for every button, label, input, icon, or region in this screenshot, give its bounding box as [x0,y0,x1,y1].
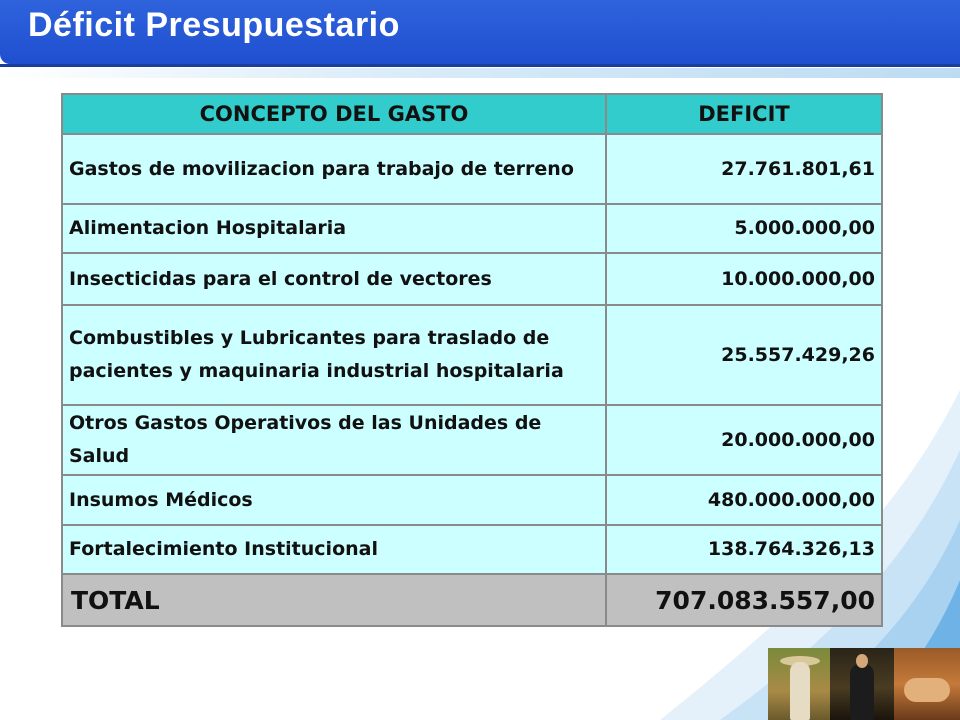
header-stripe [0,68,960,78]
amount-cell: 20.000.000,00 [606,405,882,475]
table-row [62,405,882,475]
table-row [62,253,882,305]
concept-cell: Gastos de movilizacion para trabajo de terreno [62,134,606,204]
portrait-strip [768,648,960,720]
concept-cell: Fortalecimiento Institucional [62,525,606,574]
total-amount: 707.083.557,00 [606,574,882,626]
slide-title: Déficit Presupuestario [28,6,400,44]
concept-cell: Insecticidas para el control de vectores [62,253,606,305]
amount-cell: 138.764.326,13 [606,525,882,574]
table-row [62,475,882,525]
portrait-farmer-image [768,648,830,720]
amount-cell: 25.557.429,26 [606,305,882,405]
concept-cell: Alimentacion Hospitalaria [62,204,606,253]
table-row [62,204,882,253]
concept-cell: Combustibles y Lubricantes para traslado de pacientes y maquinaria industrial hospitalaria [62,305,606,405]
total-label: TOTAL [62,574,606,626]
concept-cell: Otros Gastos Operativos de las Unidades de Salud [62,405,606,475]
title-bar [0,0,960,64]
deficit-table [61,93,883,627]
column-header-concept: CONCEPTO DEL GASTO [62,94,606,134]
amount-cell: 480.000.000,00 [606,475,882,525]
portrait-general-image [830,648,894,720]
concept-cell: Insumos Médicos [62,475,606,525]
portrait-painting-image [894,648,960,720]
table-row [62,525,882,574]
table-header-row [62,94,882,134]
table-row [62,134,882,204]
table-row [62,305,882,405]
column-header-deficit: DEFICIT [606,94,882,134]
amount-cell: 10.000.000,00 [606,253,882,305]
total-row [62,574,882,626]
amount-cell: 27.761.801,61 [606,134,882,204]
amount-cell: 5.000.000,00 [606,204,882,253]
